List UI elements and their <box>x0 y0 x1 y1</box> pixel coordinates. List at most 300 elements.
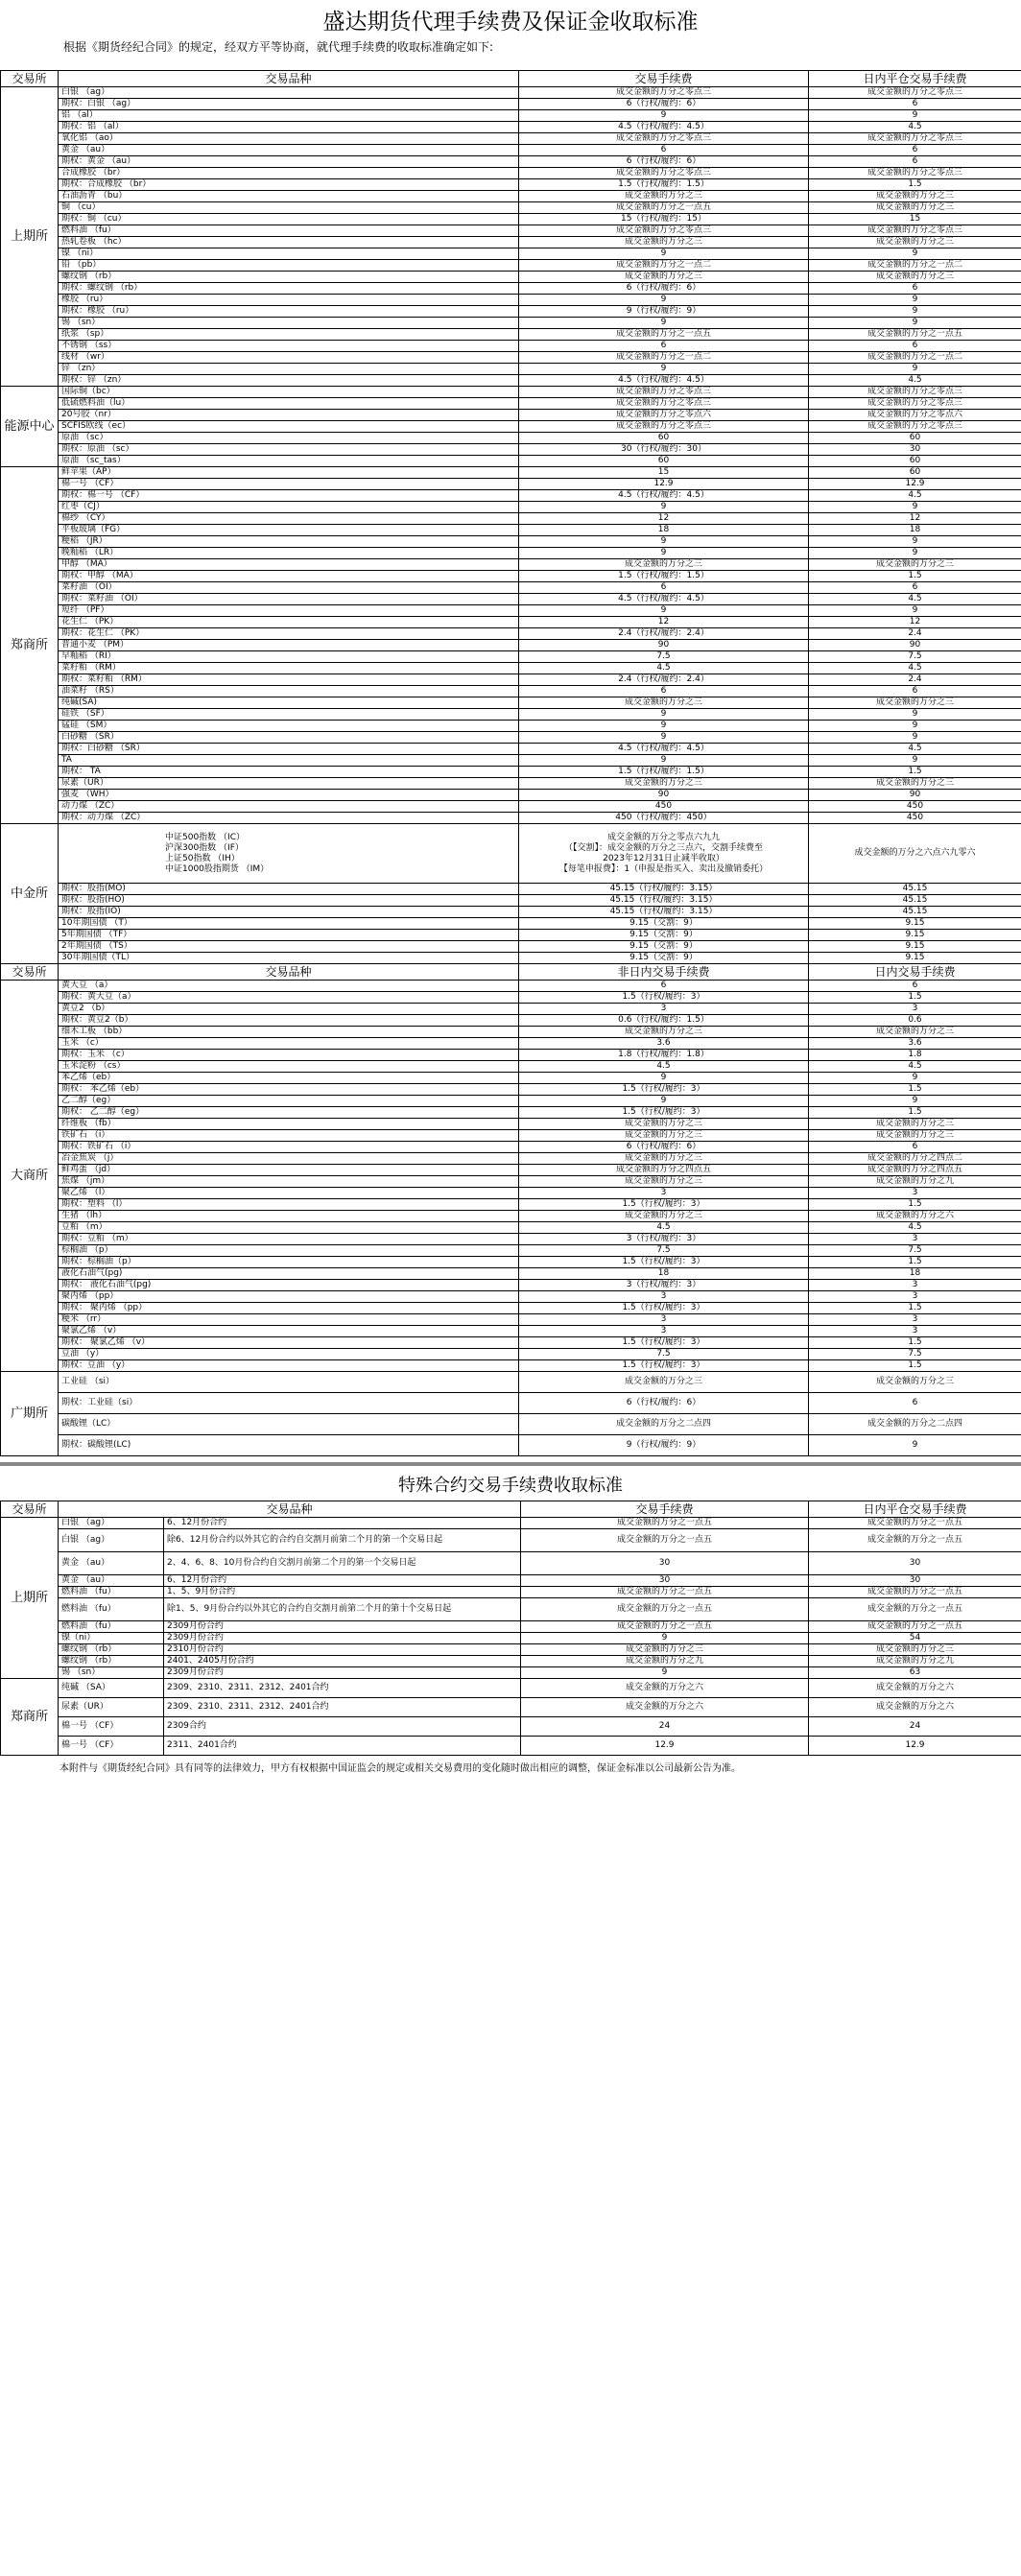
trade-fee: 12.9 <box>521 1737 809 1756</box>
table-row <box>1 1372 1021 1393</box>
table-row <box>1 1529 1021 1552</box>
intraday-fee: 30 <box>809 1552 1021 1575</box>
product-name: 期权：黄豆2（b） <box>59 1015 519 1027</box>
product-name: 碳酸锂（LC） <box>59 1414 519 1435</box>
intraday-fee: 12.9 <box>809 1737 1021 1756</box>
product-name: 不锈钢 （ss） <box>59 341 519 352</box>
intraday-fee: 成交金额的万分之六 <box>809 1679 1021 1698</box>
intraday-fee: 450 <box>809 813 1021 824</box>
trade-fee: 成交金额的万分之三 <box>521 1644 809 1656</box>
intraday-fee: 9.15 <box>809 953 1021 964</box>
product-name: 棉纱 （CY） <box>59 513 519 525</box>
table-row <box>1 1119 1021 1130</box>
product-name: 低硫燃料油（lu） <box>59 398 519 410</box>
intraday-fee: 9 <box>809 548 1021 559</box>
table-row <box>1 884 1021 895</box>
trade-fee: 4.5 <box>519 1222 809 1234</box>
trade-fee: 90 <box>519 640 809 651</box>
product-name: 螺纹钢 （rb） <box>59 272 519 283</box>
intraday-fee: 18 <box>809 525 1021 536</box>
table-row <box>1 663 1021 674</box>
product-name: 生猪 （lh） <box>59 1211 519 1222</box>
trade-fee: 成交金额的万分之一点二 <box>519 260 809 272</box>
intraday-fee: 9.15 <box>809 918 1021 930</box>
table-row <box>1 1633 1021 1644</box>
product-name: 燃料油 （fu） <box>59 1621 164 1633</box>
contract-months: 2309、2310、2311、2312、2401合约 <box>164 1679 521 1698</box>
intraday-fee: 成交金额的万分之零点三 <box>809 168 1021 179</box>
intraday-fee: 60 <box>809 456 1021 467</box>
index-futures-cell <box>59 824 519 884</box>
table-row <box>1 1257 1021 1268</box>
trade-fee: 成交金额的万分之零点三 <box>519 168 809 179</box>
trade-fee: 1.5（行权/履约：3） <box>519 1107 809 1119</box>
product-name: 动力煤 （ZC） <box>59 801 519 813</box>
trade-fee: 30 <box>521 1575 809 1587</box>
product-name: 期权：白砂糖 （SR） <box>59 744 519 755</box>
intraday-fee: 9 <box>809 364 1021 375</box>
trade-fee: 9.15（交割：9） <box>519 941 809 953</box>
intro-text: 根据《期货经纪合同》的规定，经双方平等协商，就代理手续费的收取标准确定如下: <box>63 40 494 54</box>
trade-fee: 15（行权/履约：15） <box>519 214 809 225</box>
table-row <box>1 686 1021 697</box>
intraday-fee: 7.5 <box>809 1349 1021 1360</box>
trade-fee: 9 <box>519 318 809 329</box>
intraday-fee: 12 <box>809 617 1021 628</box>
special-fee-table <box>0 1501 1021 1756</box>
exchange-name: 郑商所 <box>1 467 59 824</box>
trade-fee: 6 <box>519 981 809 992</box>
table-row <box>1 594 1021 605</box>
trade-fee: 9 <box>519 536 809 548</box>
trade-fee: 7.5 <box>519 651 809 663</box>
contract-months: 2311、2401合约 <box>164 1737 521 1756</box>
table-row <box>1 145 1021 156</box>
index-fee-cell <box>519 824 809 884</box>
intraday-fee: 1.5 <box>809 1303 1021 1314</box>
contract-months: 2310月份合约 <box>164 1644 521 1656</box>
table-row <box>1 1096 1021 1107</box>
intraday-fee: 4.5 <box>809 490 1021 502</box>
trade-fee: 1.5（行权/履约：1.5） <box>519 571 809 582</box>
table-row <box>1 1199 1021 1211</box>
table-row <box>1 1084 1021 1096</box>
product-name: 玉米 （c） <box>59 1038 519 1050</box>
trade-fee: 30（行权/履约：30） <box>519 444 809 456</box>
product-name: 期权：玉米 （c） <box>59 1050 519 1061</box>
section-divider <box>0 1462 1021 1466</box>
exchange-name: 大商所 <box>1 981 59 1372</box>
intraday-fee: 6 <box>809 1142 1021 1153</box>
intraday-fee: 成交金额的万分之四点五 <box>809 1165 1021 1176</box>
product-name: 平板玻璃（FG） <box>59 525 519 536</box>
intraday-fee: 9 <box>809 721 1021 732</box>
trade-fee: 9 <box>519 732 809 744</box>
footer-note: 本附件与《期货经纪合同》具有同等的法律效力，甲方有权根据中国证监会的规定或相关交易费用的变化随时做出相应的调整，保证金标准以公司最新公告为准。 <box>59 1763 741 1774</box>
trade-fee: 成交金额的万分之三 <box>519 697 809 709</box>
product-name: 期权：黄大豆（a） <box>59 992 519 1004</box>
product-name: 20号胶（nr） <box>59 410 519 421</box>
table-row <box>1 295 1021 306</box>
intraday-fee: 4.5 <box>809 594 1021 605</box>
intraday-fee: 6 <box>809 582 1021 594</box>
intraday-fee: 1.8 <box>809 1050 1021 1061</box>
product-name: 油菜籽 （RS） <box>59 686 519 697</box>
intraday-fee: 成交金额的万分之四点二 <box>809 1153 1021 1165</box>
trade-fee: 成交金额的万分之三 <box>519 272 809 283</box>
trade-fee: 6（行权/履约：6） <box>519 99 809 110</box>
intraday-fee: 1.5 <box>809 179 1021 191</box>
product-name: 鲜鸡蛋 （jd） <box>59 1165 519 1176</box>
trade-fee: 成交金额的万分之一点五 <box>521 1621 809 1633</box>
intraday-fee: 成交金额的万分之零点三 <box>809 398 1021 410</box>
intraday-fee: 9 <box>809 732 1021 744</box>
table-row <box>1 992 1021 1004</box>
table-row <box>1 548 1021 559</box>
intraday-fee: 4.5 <box>809 375 1021 387</box>
trade-fee: 成交金额的万分之一点五 <box>521 1529 809 1552</box>
intraday-fee: 成交金额的万分之三 <box>809 237 1021 248</box>
trade-fee: 3 <box>519 1326 809 1337</box>
intraday-fee: 成交金额的万分之零点六 <box>809 410 1021 421</box>
exchange-name: 上期所 <box>1 87 59 387</box>
table-row <box>1 375 1021 387</box>
contract-months: 除1、5、9月份合约以外其它的合约自交割月前第二个月的第十个交易日起 <box>164 1598 521 1621</box>
table-row <box>1 981 1021 992</box>
special-title: 特殊合约交易手续费收取标准 <box>398 1476 623 1496</box>
product-name: 纸浆 （sp） <box>59 329 519 341</box>
product-name: TA <box>59 755 519 767</box>
intraday-fee: 6 <box>809 283 1021 295</box>
trade-fee: 成交金额的万分之三 <box>519 778 809 790</box>
trade-fee: 6（行权/履约：6） <box>519 1393 809 1414</box>
table-row <box>1 1004 1021 1015</box>
trade-fee: 1.5（行权/履约：3） <box>519 1337 809 1349</box>
table-row <box>1 709 1021 721</box>
intraday-fee: 9 <box>809 248 1021 260</box>
intraday-fee: 0.6 <box>809 1015 1021 1027</box>
trade-fee: 4.5（行权/履约：4.5） <box>519 490 809 502</box>
product-name: 螺纹钢 （rb） <box>59 1656 164 1667</box>
product-name: 聚丙烯 （pp） <box>59 1291 519 1303</box>
trade-fee: 9 <box>519 1096 809 1107</box>
table-row <box>1 329 1021 341</box>
intraday-fee: 3 <box>809 1291 1021 1303</box>
table-row <box>1 1349 1021 1360</box>
trade-fee: 1.5（行权/履约：1.5） <box>519 179 809 191</box>
trade-fee: 成交金额的万分之三 <box>519 1211 809 1222</box>
product-name: 菜籽油 （OI） <box>59 582 519 594</box>
intraday-fee: 成交金额的万分之一点五 <box>809 1529 1021 1552</box>
table-row <box>1 767 1021 778</box>
intraday-fee: 成交金额的万分之九 <box>809 1656 1021 1667</box>
table-row <box>1 433 1021 444</box>
intraday-fee: 9 <box>809 110 1021 122</box>
product-name: 螺纹钢 （rb） <box>59 1644 164 1656</box>
intraday-fee: 54 <box>809 1633 1021 1644</box>
table-row <box>1 536 1021 548</box>
product-name: 10年期国债 （T） <box>59 918 519 930</box>
intraday-fee: 9 <box>809 1096 1021 1107</box>
trade-fee: 成交金额的万分之一点五 <box>521 1598 809 1621</box>
trade-fee: 成交金额的万分之一点二 <box>519 352 809 364</box>
intraday-fee: 成交金额的万分之一点五 <box>809 1518 1021 1529</box>
header-product: 交易品种 <box>59 964 519 981</box>
product-name: 锡 （sn） <box>59 1667 164 1679</box>
product-name: 液化石油气(pg) <box>59 1268 519 1280</box>
exchange-name: 郑商所 <box>1 1679 59 1756</box>
table-row <box>1 1245 1021 1257</box>
trade-fee: 3 <box>519 1291 809 1303</box>
table-row <box>1 582 1021 594</box>
table-row <box>1 1280 1021 1291</box>
intraday-fee: 成交金额的万分之一点五 <box>809 1587 1021 1598</box>
trade-fee: 450 <box>519 801 809 813</box>
contract-months: 2309、2310、2311、2312、2401合约 <box>164 1698 521 1717</box>
intraday-fee: 成交金额的万分之六 <box>809 1698 1021 1717</box>
table-row <box>1 398 1021 410</box>
product-name: 原油 （sc_tas） <box>59 456 519 467</box>
intraday-fee: 1.5 <box>809 571 1021 582</box>
product-name: 期权：白银 （ag） <box>59 99 519 110</box>
table-row <box>1 122 1021 133</box>
intraday-fee: 4.5 <box>809 663 1021 674</box>
trade-fee: 9 <box>521 1667 809 1679</box>
header-exchange: 交易所 <box>1 1501 59 1518</box>
table-row <box>1 953 1021 964</box>
table-row <box>1 421 1021 433</box>
intraday-fee: 成交金额的万分之零点三 <box>809 225 1021 237</box>
trade-fee: 9 <box>519 721 809 732</box>
table-row <box>1 1518 1021 1529</box>
intraday-fee: 3 <box>809 1004 1021 1015</box>
intraday-fee: 成交金额的万分之零点三 <box>809 87 1021 99</box>
table-row <box>1 1165 1021 1176</box>
trade-fee: 1.5（行权/履约：3） <box>519 1257 809 1268</box>
intraday-fee: 成交金额的万分之三 <box>809 191 1021 202</box>
table-row <box>1 744 1021 755</box>
product-name: 晚籼稻 （LR） <box>59 548 519 559</box>
table-row <box>1 1061 1021 1073</box>
intraday-fee: 45.15 <box>809 907 1021 918</box>
trade-fee: 9 <box>519 709 809 721</box>
intraday-fee: 60 <box>809 433 1021 444</box>
table-row <box>1 1575 1021 1587</box>
table-row <box>1 1414 1021 1435</box>
product-name: 期权：合成橡胶 （br） <box>59 179 519 191</box>
product-name: 普通小麦 （PM） <box>59 640 519 651</box>
intraday-fee: 90 <box>809 640 1021 651</box>
intraday-fee: 3 <box>809 1234 1021 1245</box>
intraday-fee: 3 <box>809 1280 1021 1291</box>
intraday-fee: 1.5 <box>809 1084 1021 1096</box>
intraday-fee: 9 <box>809 755 1021 767</box>
intraday-fee: 9 <box>809 1073 1021 1084</box>
intraday-fee: 24 <box>809 1717 1021 1737</box>
product-name: 锡 （sn） <box>59 318 519 329</box>
intraday-fee: 成交金额的万分之六 <box>809 1211 1021 1222</box>
trade-fee: 成交金额的万分之六 <box>521 1698 809 1717</box>
exchange-name: 能源中心 <box>1 387 59 467</box>
product-name: 沪深300指数 （IF） <box>165 842 244 853</box>
contract-months: 6、12月份合约 <box>164 1575 521 1587</box>
product-name: 期权：碳酸锂(LC) <box>59 1435 519 1456</box>
product-name: 黄大豆 （a） <box>59 981 519 992</box>
product-name: 期权：锌 （zn） <box>59 375 519 387</box>
table-row <box>1 1038 1021 1050</box>
product-name: 镍 （ni） <box>59 248 519 260</box>
intraday-fee: 成交金额的万分之三 <box>809 1372 1021 1393</box>
product-name: 白银 （ag） <box>59 1518 164 1529</box>
trade-fee: 9 <box>519 364 809 375</box>
product-name: 橡胶 （ru） <box>59 295 519 306</box>
product-name: 30年期国债（TL） <box>59 953 519 964</box>
product-name: 黄金 （au） <box>59 1552 164 1575</box>
header-row <box>1 1501 1021 1518</box>
product-name: 锌 （zn） <box>59 364 519 375</box>
intraday-fee: 4.5 <box>809 122 1021 133</box>
product-name: 苯乙烯（eb） <box>59 1073 519 1084</box>
product-name: 2年期国债 （TS） <box>59 941 519 953</box>
product-name: 红枣（CJ） <box>59 502 519 513</box>
table-row <box>1 1291 1021 1303</box>
intraday-fee: 6 <box>809 99 1021 110</box>
trade-fee: 6（行权/履约：6） <box>519 283 809 295</box>
trade-fee: 4.5（行权/履约：4.5） <box>519 375 809 387</box>
trade-fee: 45.15（行权/履约：3.15） <box>519 884 809 895</box>
trade-fee: 9.15（交割：9） <box>519 918 809 930</box>
product-name: 期权：甲醇 （MA） <box>59 571 519 582</box>
product-name: 豆油 （y） <box>59 1349 519 1360</box>
product-name: 中证1000股指期货 （IM） <box>165 863 270 874</box>
intraday-fee: 成交金额的万分之三 <box>809 559 1021 571</box>
intraday-fee: 9 <box>809 295 1021 306</box>
table-row <box>1 1737 1021 1756</box>
intraday-fee: 成交金额的万分之九 <box>809 1176 1021 1188</box>
product-name: 期权： 聚氯乙烯 （v） <box>59 1337 519 1349</box>
fee-line: 成交金额的万分之零点六九九 <box>606 832 720 842</box>
product-name: 铁矿石 （i） <box>59 1130 519 1142</box>
intraday-fee: 6 <box>809 156 1021 168</box>
table-row <box>1 1188 1021 1199</box>
intraday-fee: 9 <box>809 306 1021 318</box>
product-name: 棕榈油 （p） <box>59 1245 519 1257</box>
table-row <box>1 237 1021 248</box>
table-row <box>1 225 1021 237</box>
intraday-fee: 成交金额的万分之六点六九零六 <box>809 824 1021 884</box>
intraday-fee: 成交金额的万分之零点三 <box>809 387 1021 398</box>
intraday-fee: 2.4 <box>809 628 1021 640</box>
table-row <box>1 651 1021 663</box>
table-row <box>1 260 1021 272</box>
table-row <box>1 1337 1021 1349</box>
trade-fee: 3（行权/履约：3） <box>519 1280 809 1291</box>
table-row <box>1 1073 1021 1084</box>
trade-fee: 成交金额的万分之三 <box>519 1027 809 1038</box>
intraday-fee: 4.5 <box>809 744 1021 755</box>
trade-fee: 成交金额的万分之三 <box>519 1119 809 1130</box>
product-name: 细木工板 （bb） <box>59 1027 519 1038</box>
intraday-fee: 450 <box>809 801 1021 813</box>
trade-fee: 9 <box>519 548 809 559</box>
product-name: SCFIS欧线（ec） <box>59 421 519 433</box>
product-name: 期权： 液化石油气(pg) <box>59 1280 519 1291</box>
trade-fee: 9 <box>519 295 809 306</box>
product-name: 冶金焦炭 （j） <box>59 1153 519 1165</box>
fee-line: 【每笔申报费】：1（申报是指买入、卖出及撤销委托） <box>558 863 769 874</box>
intraday-fee: 15 <box>809 214 1021 225</box>
trade-fee: 9 <box>519 248 809 260</box>
page-title: 盛达期货代理手续费及保证金收取标准 <box>322 10 699 35</box>
intraday-fee: 30 <box>809 444 1021 456</box>
product-name: 热轧卷板 （hc） <box>59 237 519 248</box>
trade-fee: 3 <box>519 1314 809 1326</box>
trade-fee: 6（行权/履约：6） <box>519 1142 809 1153</box>
product-name: 乙二醇（eg） <box>59 1096 519 1107</box>
table-row <box>1 99 1021 110</box>
contract-months: 除6、12月份合约以外其它的合约自交割月前第二个月的第一个交易日起 <box>164 1529 521 1552</box>
table-row <box>1 1698 1021 1717</box>
trade-fee: 9 <box>519 755 809 767</box>
product-name: 燃料油 （fu） <box>59 1587 164 1598</box>
product-name: 氧化铝 （ao） <box>59 133 519 145</box>
table-row <box>1 87 1021 99</box>
product-name: 工业硅 （si） <box>59 1372 519 1393</box>
trade-fee: 9 <box>519 502 809 513</box>
table-row <box>1 214 1021 225</box>
intraday-fee: 成交金额的万分之一点五 <box>809 1598 1021 1621</box>
table-row <box>1 248 1021 260</box>
contract-months: 6、12月份合约 <box>164 1518 521 1529</box>
table-row <box>1 410 1021 421</box>
product-name: 甲醇 （MA） <box>59 559 519 571</box>
trade-fee: 成交金额的万分之一点五 <box>521 1518 809 1529</box>
intraday-fee: 成交金额的万分之三 <box>809 1027 1021 1038</box>
intraday-fee: 1.5 <box>809 1360 1021 1372</box>
product-name: 菜籽粕 （RM） <box>59 663 519 674</box>
intraday-fee: 4.5 <box>809 1222 1021 1234</box>
intraday-fee: 9 <box>809 709 1021 721</box>
table-row <box>1 1679 1021 1698</box>
trade-fee: 成交金额的万分之零点三 <box>519 398 809 410</box>
trade-fee: 4.5 <box>519 663 809 674</box>
table-row <box>1 778 1021 790</box>
table-row <box>1 697 1021 709</box>
product-name: 期权：棕榈油（p） <box>59 1257 519 1268</box>
intraday-fee: 9 <box>809 318 1021 329</box>
intraday-fee: 1.5 <box>809 1337 1021 1349</box>
intraday-fee: 7.5 <box>809 1245 1021 1257</box>
trade-fee: 3.6 <box>519 1038 809 1050</box>
intraday-fee: 6 <box>809 686 1021 697</box>
intraday-fee: 30 <box>809 1575 1021 1587</box>
table-row <box>1 202 1021 214</box>
table-row <box>1 444 1021 456</box>
table-row <box>1 1314 1021 1326</box>
table-row <box>1 732 1021 744</box>
product-name: 粳米 （rr） <box>59 1314 519 1326</box>
trade-fee: 9 <box>519 110 809 122</box>
product-name: 早籼稻 （RI） <box>59 651 519 663</box>
intraday-fee: 18 <box>809 1268 1021 1280</box>
trade-fee: 成交金额的万分之三 <box>519 559 809 571</box>
trade-fee: 6 <box>519 582 809 594</box>
table-row <box>1 1027 1021 1038</box>
product-name: 棉一号 （CF） <box>59 479 519 490</box>
trade-fee: 成交金额的万分之一点五 <box>519 329 809 341</box>
contract-months: 2、4、6、8、10月份合约自交割月前第二个月的第一个交易日起 <box>164 1552 521 1575</box>
table-row <box>1 605 1021 617</box>
